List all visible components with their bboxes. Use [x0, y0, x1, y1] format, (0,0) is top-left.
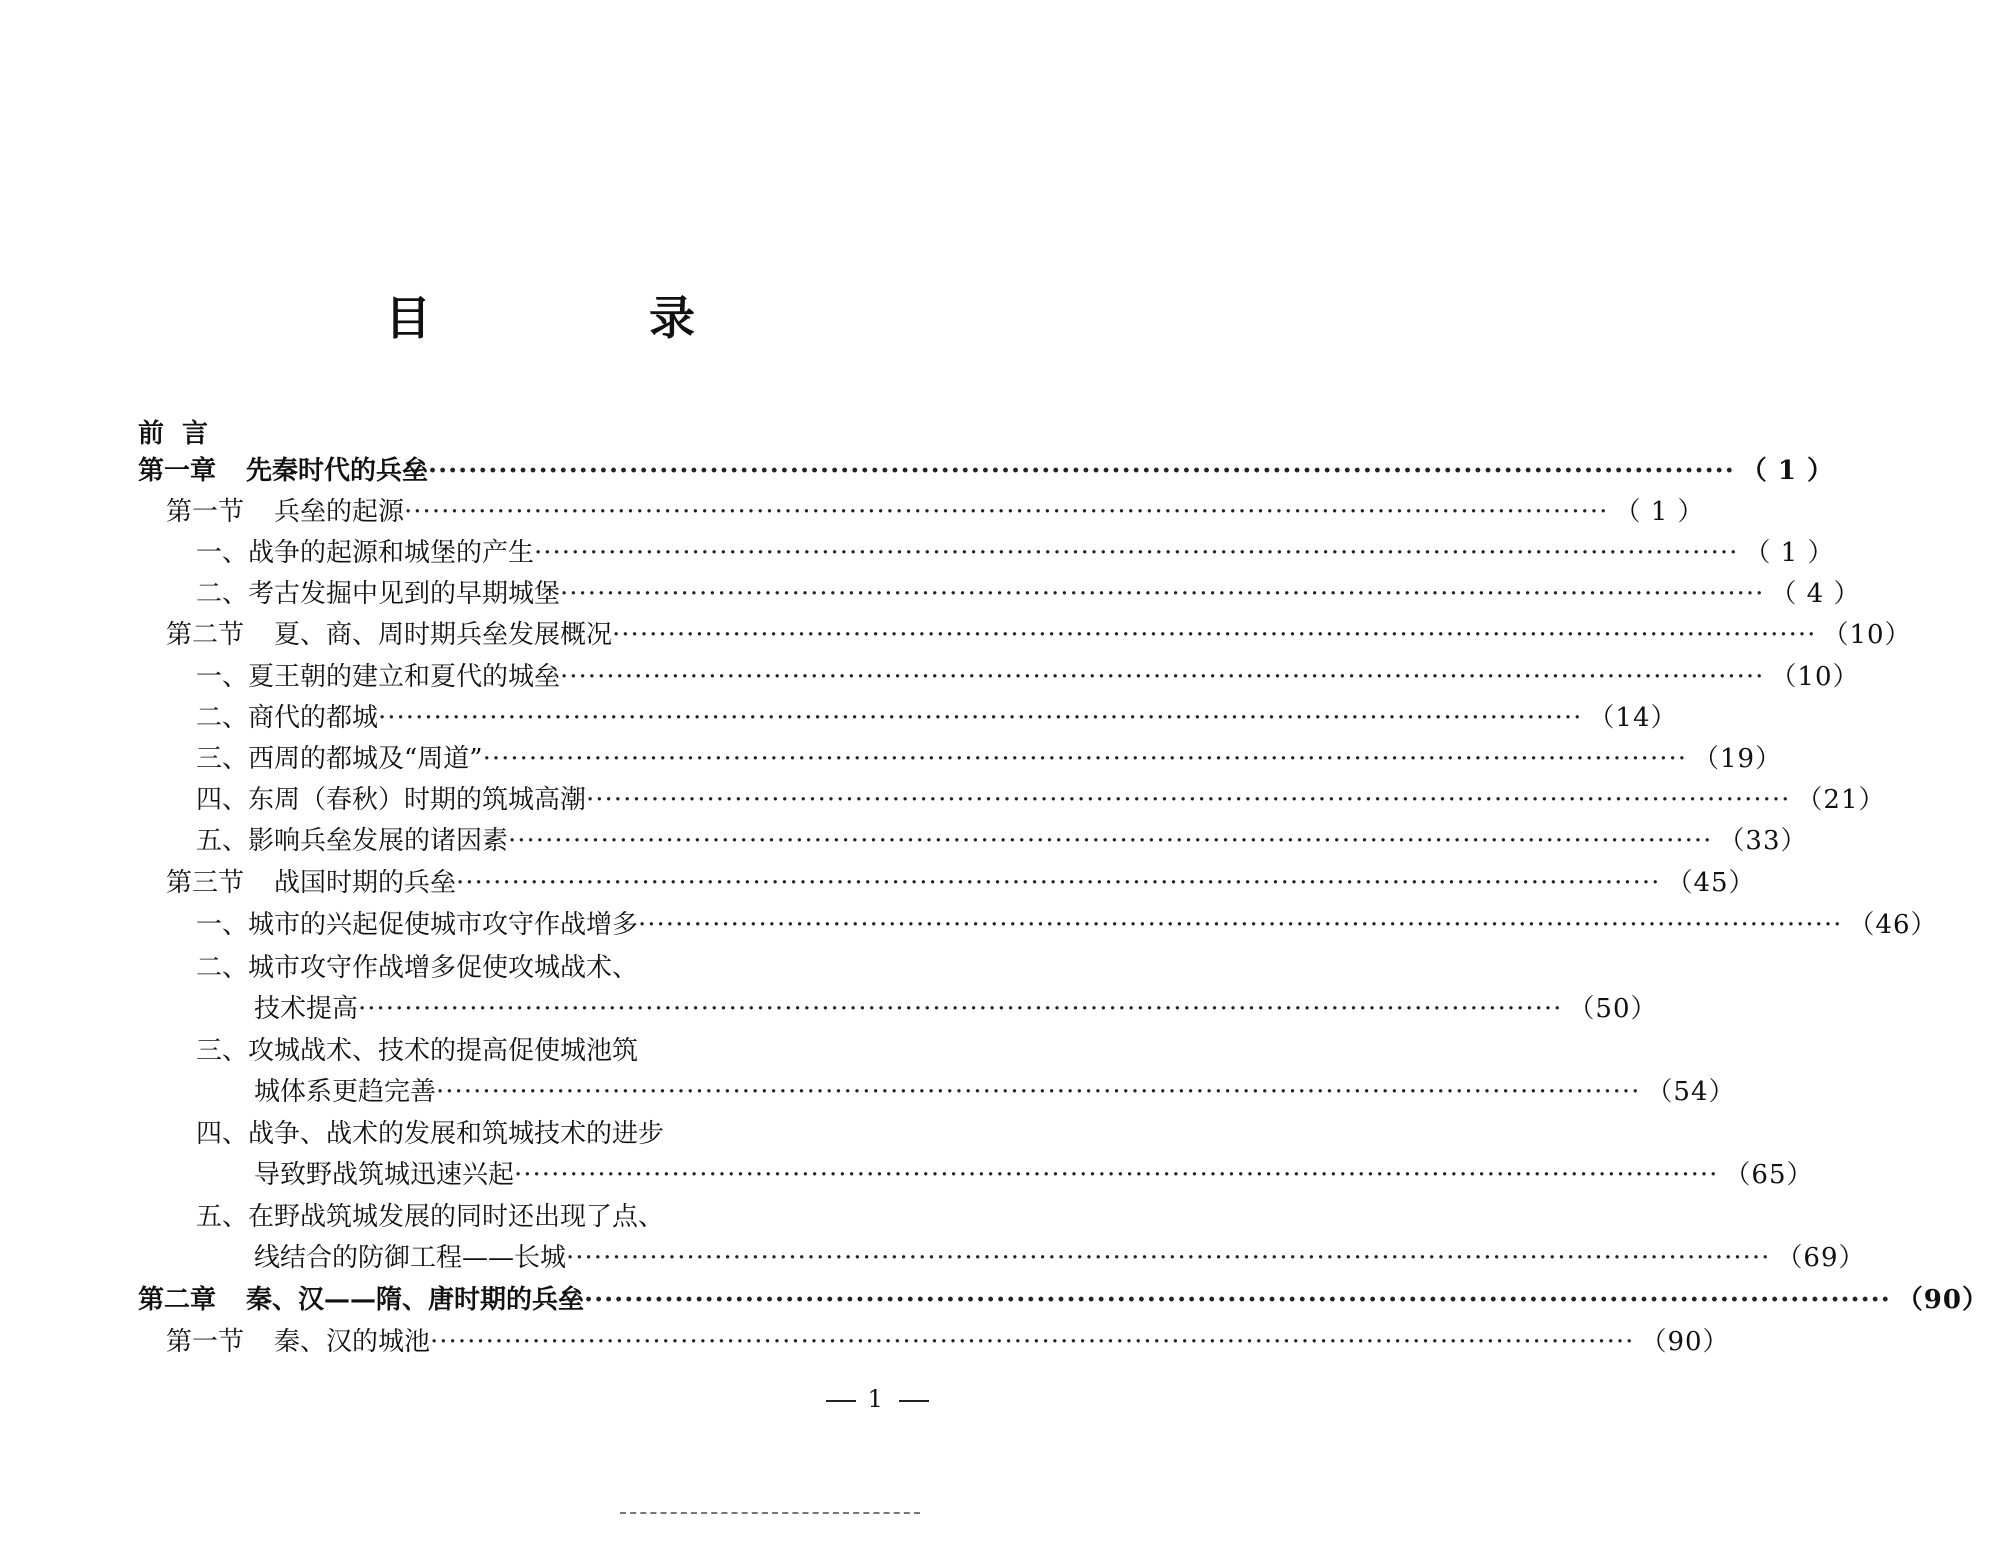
toc-section-2-1[interactable] — [166, 1322, 1730, 1362]
toc-entry-text-continued: 导致野战筑城迅速兴起 — [254, 1160, 515, 1190]
dot-leader — [430, 1322, 1634, 1362]
page-number: （54） — [1646, 1077, 1736, 1107]
dot-leader — [508, 821, 1712, 861]
section-label: 第一节 — [166, 1327, 245, 1357]
page-folio — [826, 1384, 929, 1414]
toc-entry-text-continued: 技术提高 — [254, 994, 359, 1024]
toc-entry-text-continued: 城体系更趋完善 — [254, 1077, 437, 1107]
toc-entry-text: 先秦时代的兵垒 — [246, 456, 429, 486]
page-number: （10） — [1822, 620, 1912, 650]
toc-entry-text: 夏、商、周时期兵垒发展概况 — [274, 620, 613, 650]
page-number: （90） — [1640, 1327, 1730, 1357]
page-number: （ 4 ） — [1770, 579, 1861, 609]
toc-item[interactable] — [196, 533, 1835, 573]
toc-entry-text: 三、西周的都城及“周道” — [196, 744, 483, 774]
page-number: （45） — [1666, 868, 1756, 898]
toc-item[interactable] — [196, 574, 1861, 614]
page-number: （19） — [1693, 744, 1783, 774]
section-label: 第一节 — [166, 497, 245, 527]
page-number: （ 1 ） — [1744, 538, 1835, 568]
toc-entry-text: 二、城市攻守作战增多促使攻城战术、 — [196, 953, 639, 983]
toc-chapter-2[interactable] — [138, 1280, 1989, 1320]
dot-leader — [612, 615, 1816, 655]
toc-entry-text: 秦、汉——隋、唐时期的兵垒 — [246, 1285, 585, 1315]
dot-leader — [534, 533, 1738, 573]
folio-number: 1 — [867, 1385, 887, 1413]
toc-entry-text: 二、商代的都城 — [196, 703, 379, 733]
folio-dash-right — [899, 1400, 929, 1402]
dot-leader — [358, 989, 1562, 1029]
folio-dash-left — [826, 1400, 856, 1402]
dot-leader — [560, 574, 1764, 614]
toc-item-line1[interactable] — [196, 1197, 664, 1237]
page-number: （33） — [1718, 826, 1808, 856]
toc-section-1-1[interactable] — [166, 492, 1705, 532]
dot-leader — [404, 492, 1608, 532]
toc-entry-text: 兵垒的起源 — [274, 497, 405, 527]
page-number: （50） — [1568, 994, 1658, 1024]
dot-leader — [586, 780, 1790, 820]
dot-leader — [638, 905, 1842, 945]
dot-leader — [428, 451, 1735, 491]
dot-leader — [456, 863, 1660, 903]
toc-item[interactable] — [196, 698, 1678, 738]
toc-item-line2[interactable] — [254, 1238, 1866, 1278]
toc-entry-text: 四、东周（春秋）时期的筑城高潮 — [196, 785, 587, 815]
dot-leader — [514, 1155, 1718, 1195]
toc-item[interactable] — [196, 657, 1860, 697]
toc-entry-text: 五、在野战筑城发展的同时还出现了点、 — [196, 1202, 665, 1232]
page-number: （90） — [1896, 1285, 1989, 1315]
dot-leader — [584, 1280, 1891, 1320]
chapter-label: 第二章 — [138, 1285, 217, 1315]
scan-artifact-line — [620, 1512, 920, 1514]
page-title: 目 录 — [385, 291, 781, 345]
dot-leader — [566, 1238, 1770, 1278]
toc-entry-text: 三、攻城战术、技术的提高促使城池筑 — [196, 1036, 639, 1066]
page-number: （65） — [1724, 1160, 1814, 1190]
page-number: （21） — [1796, 785, 1886, 815]
toc-entry-text: 一、夏王朝的建立和夏代的城垒 — [196, 662, 561, 692]
toc-item-line2[interactable] — [254, 1072, 1736, 1112]
toc-item-line2[interactable] — [254, 989, 1658, 1029]
toc-item-line1[interactable] — [196, 1114, 664, 1154]
page-number: （14） — [1588, 703, 1678, 733]
toc-entry-text-continued: 线结合的防御工程——长城 — [254, 1243, 567, 1273]
dot-leader — [436, 1072, 1640, 1112]
page-number: （10） — [1770, 662, 1860, 692]
toc-section-1-2[interactable] — [166, 615, 1912, 655]
toc-item-line1[interactable] — [196, 1031, 638, 1071]
chapter-label: 第一章 — [138, 456, 217, 486]
page-number: （46） — [1848, 910, 1938, 940]
toc-item[interactable] — [196, 821, 1808, 861]
dot-leader — [560, 657, 1764, 697]
section-label: 第二节 — [166, 620, 245, 650]
preface-heading: 前言 — [138, 419, 227, 449]
toc-item-line1[interactable] — [196, 948, 800, 988]
toc-item-line2[interactable] — [254, 1155, 1814, 1195]
toc-entry-text: 一、战争的起源和城堡的产生 — [196, 538, 535, 568]
toc-item[interactable] — [196, 739, 1783, 779]
toc-entry-text: 战国时期的兵垒 — [274, 868, 457, 898]
page-number: （ 1 ） — [1614, 497, 1705, 527]
toc-entry-text: 四、战争、战术的发展和筑城技术的进步 — [196, 1119, 665, 1149]
page-number: （ 1 ） — [1740, 456, 1834, 486]
dot-leader — [378, 698, 1582, 738]
toc-entry-text: 秦、汉的城池 — [274, 1327, 431, 1357]
toc-item[interactable] — [196, 780, 1886, 820]
dot-leader — [483, 739, 1687, 779]
toc-entry-text: 五、影响兵垒发展的诸因素 — [196, 826, 509, 856]
toc-item[interactable] — [196, 905, 1938, 945]
toc-section-1-3[interactable] — [166, 863, 1756, 903]
toc-entry-text: 二、考古发掘中见到的早期城堡 — [196, 579, 561, 609]
page-number: （69） — [1776, 1243, 1866, 1273]
toc-entry-text: 一、城市的兴起促使城市攻守作战增多 — [196, 910, 639, 940]
toc-chapter-1[interactable] — [138, 451, 1834, 491]
section-label: 第三节 — [166, 868, 245, 898]
